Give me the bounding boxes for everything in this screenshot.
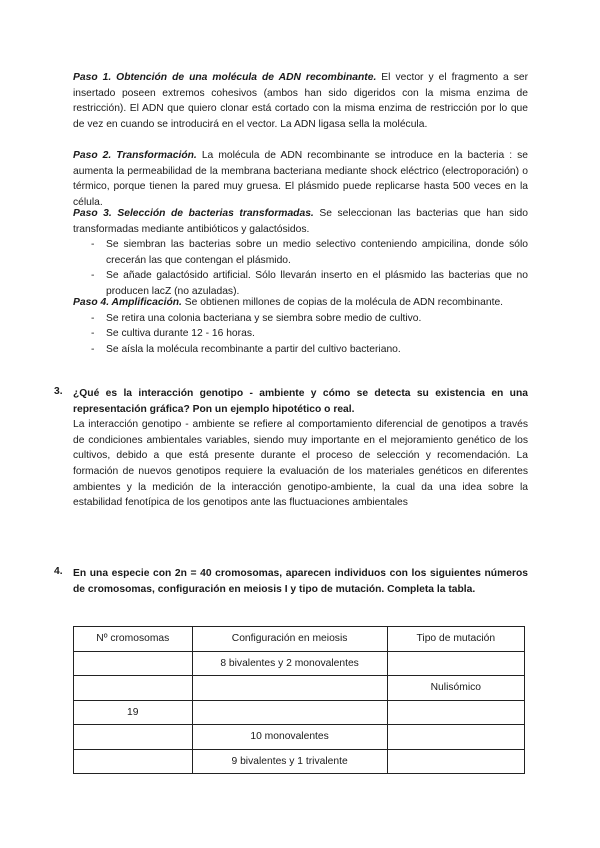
table-cell (74, 749, 193, 774)
chromosome-table (73, 626, 525, 774)
table-cell (74, 676, 193, 701)
table-cell (192, 676, 387, 701)
table-cell (387, 700, 524, 725)
table-row (74, 749, 525, 774)
paso-1-heading: Paso 1. Obtención de una molécula de ADN recombinante. (73, 72, 377, 83)
paso-4-text: Se obtienen millones de copias de la molécula de ADN recombinante. (181, 297, 504, 308)
paso-3-text: Se seleccionan las bacterias que han sido transformadas mediante antibióticos y galactósidos. (73, 208, 528, 235)
table-cell (387, 651, 524, 676)
paso-2-text: La molécula de ADN recombinante se introduce en la bacteria : se aumenta la permeabilidad de la membrana bacteriana mediante shock eléctrico (electroporación) o térmico, porque tienen la pared muy gruesa. El plásmido puede replicarse hasta 500 veces en la célula. (73, 150, 528, 208)
paso-1-text: El vector y el fragmento a ser insertado poseen extremos cohesivos (ambos han sido digeridos con la misma enzima de restricción). El ADN que quiero clonar está cortado con la misma enzima de restricción por lo que de vez en cuando se introducirá en el vector. La ADN ligasa sella la molécula. (73, 72, 528, 130)
table-cell: 10 monovalentes (192, 725, 387, 750)
table-row (74, 700, 525, 725)
question-3-title: ¿Qué es la interacción genotipo - ambiente y cómo se detecta su existencia en una representación gráfica? Pon un ejemplo hipotético o real. (73, 388, 528, 415)
table-row (74, 676, 525, 701)
table-row (74, 725, 525, 750)
question-3 (73, 386, 528, 511)
list-item: - Se cultiva durante 12 - 16 horas. (73, 326, 528, 342)
table-cell (74, 651, 193, 676)
paso-2-heading: Paso 2. Transformación. (73, 150, 197, 161)
table-cell: 8 bivalentes y 2 monovalentes (192, 651, 387, 676)
table-header: Nº cromosomas (74, 627, 193, 652)
table-cell (387, 749, 524, 774)
question-3-number: 3. (54, 386, 63, 397)
table-header: Configuración en meiosis (192, 627, 387, 652)
table-cell (74, 725, 193, 750)
paso-2-paragraph (73, 148, 528, 210)
table-header: Tipo de mutación (387, 627, 524, 652)
table-cell: 9 bivalentes y 1 trivalente (192, 749, 387, 774)
table-cell (192, 700, 387, 725)
paso-4-heading: Paso 4. Amplificación. (73, 297, 182, 308)
list-item: - Se añade galactósido artificial. Sólo llevarán inserto en el plásmido las bacterias que no producen lacZ (no azuladas). (73, 268, 528, 299)
list-item: - Se siembran las bacterias sobre un medio selectivo conteniendo ampicilina, donde sólo crecerán las que contengan el plásmido. (73, 237, 528, 268)
question-4 (73, 566, 528, 597)
table-row (74, 651, 525, 676)
paso-4-paragraph (73, 295, 528, 357)
paso-3-heading: Paso 3. Selección de bacterias transformadas. (73, 208, 314, 219)
paso-4-list (73, 311, 528, 358)
paso-1-paragraph (73, 70, 528, 132)
table-header-row (74, 627, 525, 652)
question-3-answer: La interacción genotipo - ambiente se refiere al comportamiento diferencial de genotipos a través de condiciones ambientales variables, siendo muy importante en el mejoramiento genético de los cultivos, debido a que está presente durante el proceso de selección y recomendación. La formación de nuevos genotipos requiere la evaluación de los materiales genéticos en diferentes ambientes y la medición de la interacción genotipo-ambiente, la cual da una idea sobre la estabilidad fenotípica de los genotipos ante las fluctuaciones ambientales (73, 419, 528, 509)
question-4-number: 4. (54, 566, 63, 577)
paso-3-list (73, 237, 528, 299)
table-cell: 19 (74, 700, 193, 725)
question-4-title: En una especie con 2n = 40 cromosomas, aparecen individuos con los siguientes números de cromosomas, configuración en meiosis I y tipo de mutación. Completa la tabla. (73, 568, 528, 595)
list-item: - Se retira una colonia bacteriana y se siembra sobre medio de cultivo. (73, 311, 528, 327)
table-cell (387, 725, 524, 750)
paso-3-paragraph (73, 206, 528, 300)
table-cell: Nulisómico (387, 676, 524, 701)
list-item: - Se aísla la molécula recombinante a partir del cultivo bacteriano. (73, 342, 528, 358)
